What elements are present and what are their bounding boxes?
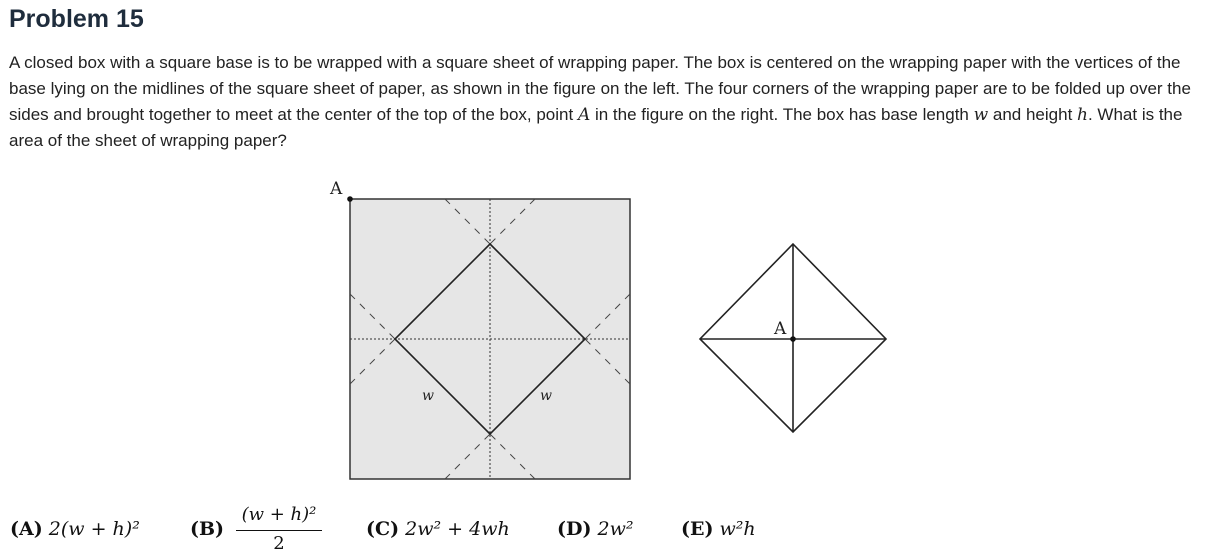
choice-a-letter: (A) — [10, 518, 43, 540]
problem-title: Problem 15 — [9, 5, 144, 33]
statement-part-1: A closed box with a square base is to be wrapped with a square sheet of wrapping paper. The box is centered on the wrapping paper with the vertices of the base lying on the midlines of the square sheet of paper, as shown in the figure on the left. The four corners of the wrapping paper are to be folded up over the sides and brought together to meet at the center of the top of the box, point — [9, 53, 1191, 124]
choice-e-letter: (E) — [681, 518, 714, 540]
choice-a-expr: 2(w + h)² — [48, 518, 140, 540]
figure-right-folded-box — [700, 244, 886, 432]
choice-c-expr: 2w² + 4wh — [405, 518, 510, 540]
choice-d-expr: 2w² — [597, 518, 634, 540]
corner-label-a: A — [330, 179, 343, 199]
choice-b-letter: (B) — [190, 518, 225, 540]
figure-left-wrapping-paper — [329, 179, 630, 479]
statement-var-w: w — [973, 105, 989, 125]
side-label-w-right: w — [540, 388, 552, 404]
choice-e-expr: w²h — [719, 518, 756, 540]
center-label-a: A — [774, 319, 787, 339]
statement-var-a: A — [577, 105, 591, 125]
choice-b-fraction[interactable] — [236, 502, 322, 557]
center-point-a — [790, 336, 796, 342]
statement-part-2: in the figure on the right. The box has base length — [590, 105, 974, 124]
side-label-w-left: w — [422, 388, 434, 404]
choice-b[interactable] — [190, 516, 224, 542]
choice-e[interactable] — [681, 516, 756, 542]
statement-var-h: h — [1077, 105, 1088, 125]
choice-d[interactable] — [557, 516, 633, 542]
choice-d-letter: (D) — [557, 518, 592, 540]
choice-c-letter: (C) — [366, 518, 400, 540]
statement-part-3: and height — [988, 105, 1078, 124]
choice-a[interactable] — [10, 516, 140, 542]
choice-b-denominator: 2 — [273, 533, 285, 554]
choice-b-numerator: (w + h)² — [236, 502, 322, 531]
choice-c[interactable] — [366, 516, 510, 542]
corner-point-a — [347, 196, 353, 202]
statement-part-4: . What is the area of the sheet of wrapping paper? — [9, 105, 1183, 150]
